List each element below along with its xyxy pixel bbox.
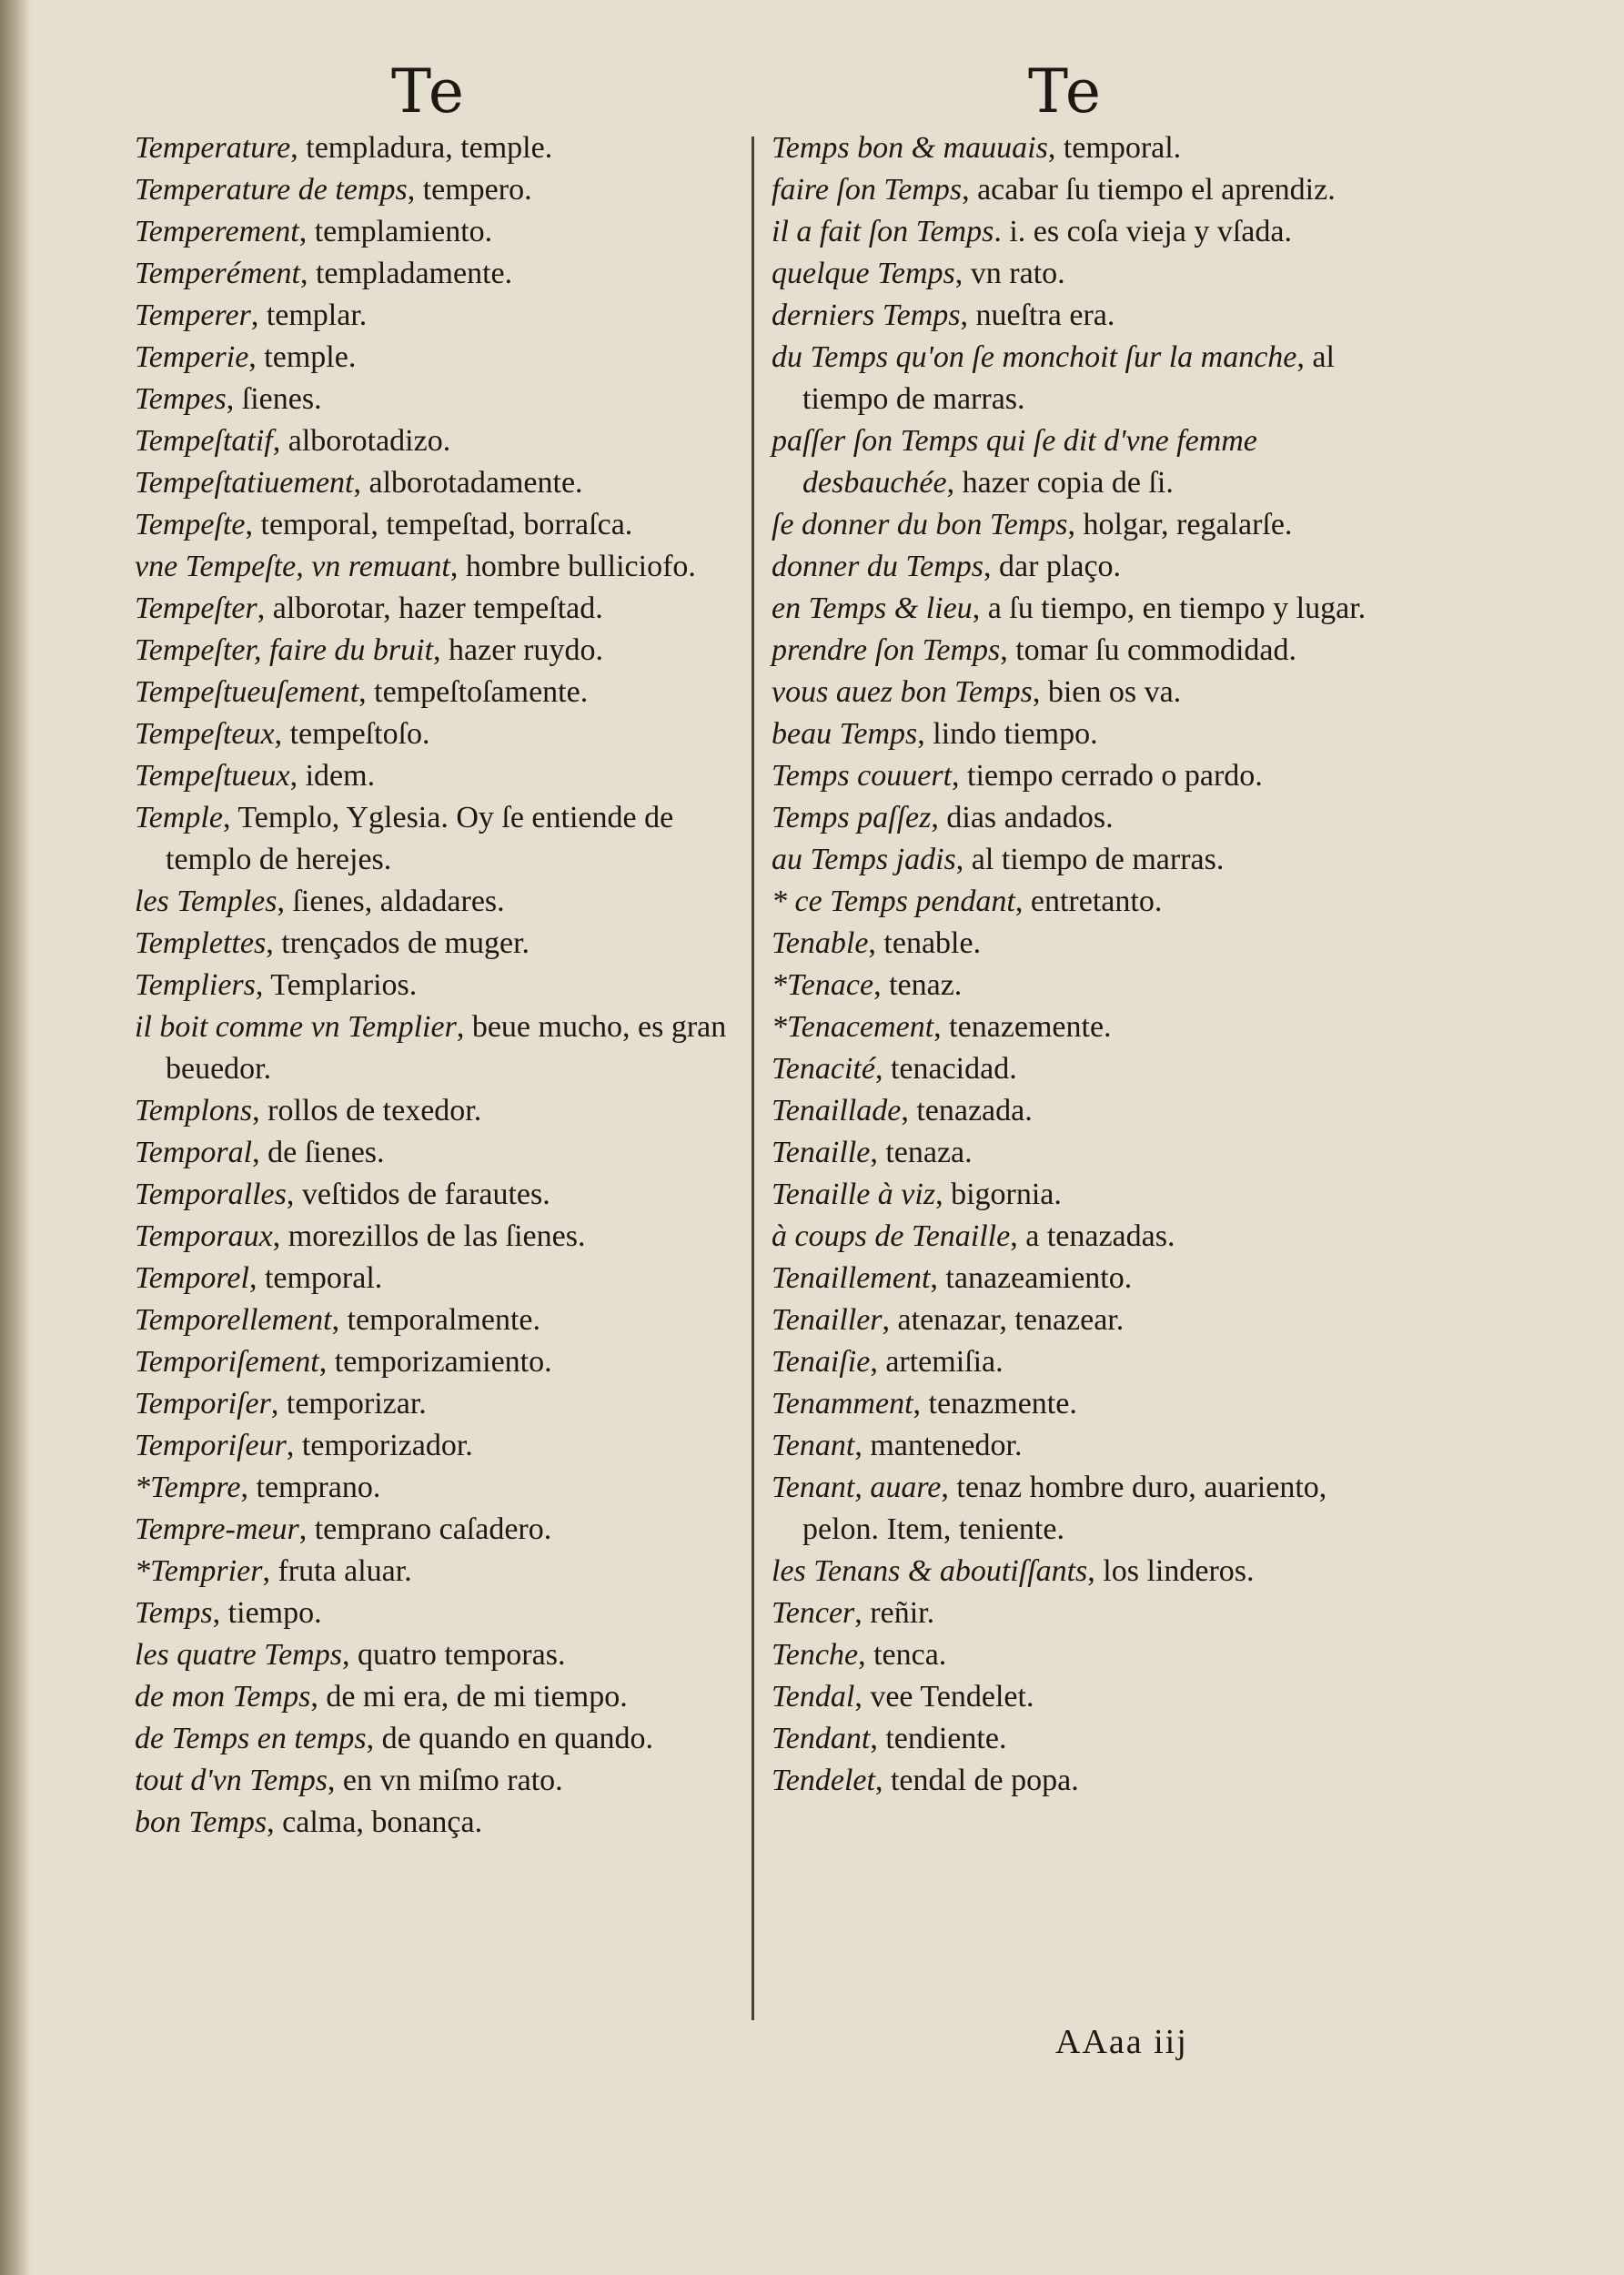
entry-definition: , tenazmente. bbox=[913, 1387, 1077, 1421]
entry-definition: , temporal. bbox=[1047, 131, 1182, 165]
entry-headword: Tenaiſie bbox=[772, 1345, 871, 1379]
entry-headword: Tempre-meur bbox=[135, 1512, 299, 1546]
entry-headword: Tenant bbox=[772, 1429, 855, 1462]
entry-headword: tout d'vn Temps bbox=[135, 1764, 328, 1797]
entry-definition: , veſtidos de farautes. bbox=[286, 1178, 550, 1211]
entry-definition: , temple. bbox=[248, 340, 357, 374]
dictionary-entry bbox=[135, 1006, 753, 1090]
entry-definition: , al tiempo de marras. bbox=[955, 843, 1225, 876]
entry-headword: au Temps jadis bbox=[772, 843, 956, 876]
entry-headword: Temps paſſez bbox=[772, 801, 932, 834]
entry-definition: , entretanto. bbox=[1014, 885, 1163, 918]
dictionary-entry bbox=[135, 504, 753, 546]
entry-definition: , Templo, Yglesia. Oy ſe entiende de templo de herejes. bbox=[166, 801, 674, 876]
entry-definition: , acabar ſu tiempo el aprendiz. bbox=[962, 173, 1336, 207]
dictionary-entry bbox=[135, 755, 753, 797]
entry-headword: Temperement bbox=[135, 215, 299, 248]
entry-headword: Tenaillement bbox=[772, 1261, 931, 1295]
dictionary-entry bbox=[135, 379, 753, 420]
entry-definition: , vee Tendelet. bbox=[854, 1680, 1034, 1714]
entry-headword: Tencer bbox=[772, 1596, 855, 1630]
entry-definition: , tenable. bbox=[868, 926, 982, 960]
entry-definition: , holgar, regalarſe. bbox=[1067, 508, 1293, 541]
entry-definition: , reñir. bbox=[854, 1596, 935, 1630]
entry-headword: les quatre Temps bbox=[135, 1638, 342, 1672]
dictionary-entry bbox=[772, 965, 1372, 1006]
dictionary-entry bbox=[772, 1258, 1372, 1299]
dictionary-entry bbox=[772, 1718, 1372, 1760]
dictionary-entry bbox=[135, 1509, 753, 1551]
dictionary-entry bbox=[772, 713, 1372, 755]
entry-definition: , vn rato. bbox=[954, 257, 1065, 290]
entry-headword: Tempeſtatiuement bbox=[135, 466, 354, 500]
entry-headword: Tempes bbox=[135, 382, 227, 416]
dictionary-entry bbox=[772, 839, 1372, 881]
entry-definition: , templadura, temple. bbox=[290, 131, 553, 165]
entry-headword: il boit comme vn Templier bbox=[135, 1010, 457, 1044]
dictionary-entry bbox=[772, 127, 1372, 169]
dictionary-entry bbox=[772, 797, 1372, 839]
entry-definition: , trençados de muger. bbox=[266, 926, 530, 960]
entry-headword: Temperer bbox=[135, 298, 251, 332]
entry-definition: , tenaza. bbox=[870, 1136, 973, 1169]
entry-headword: en Temps & lieu bbox=[772, 592, 973, 625]
entry-definition: , temprano caſadero. bbox=[298, 1512, 552, 1546]
dictionary-entry bbox=[135, 1425, 753, 1467]
entry-definition: , temporal, tempeſtad, borraſca. bbox=[245, 508, 633, 541]
entry-definition: , en vn miſmo rato. bbox=[327, 1764, 563, 1797]
entry-headword: Temps bbox=[135, 1596, 213, 1630]
entry-headword: Temperément bbox=[135, 257, 300, 290]
signature-mark: AAaa iij bbox=[1055, 2023, 1188, 2061]
dictionary-entry bbox=[772, 1467, 1372, 1551]
left-column bbox=[135, 127, 753, 1844]
entry-definition: , tiempo. bbox=[212, 1596, 322, 1630]
dictionary-entry bbox=[772, 1174, 1372, 1216]
entry-definition: , bigornia. bbox=[935, 1178, 1062, 1211]
entry-definition: , artemiſia. bbox=[870, 1345, 1004, 1379]
dictionary-entry bbox=[772, 1592, 1372, 1634]
dictionary-entry bbox=[772, 1425, 1372, 1467]
dictionary-entry bbox=[772, 504, 1372, 546]
dictionary-entry bbox=[772, 923, 1372, 965]
entry-definition: , temporizamiento. bbox=[318, 1345, 552, 1379]
entry-headword: Templons bbox=[135, 1094, 253, 1127]
dictionary-entry bbox=[135, 1676, 753, 1718]
entry-headword: Tenailler bbox=[772, 1303, 883, 1337]
entry-headword: paſſer ſon Temps qui ſe dit d'vne femme desbauchée bbox=[772, 424, 1257, 500]
entry-headword: Tendal bbox=[772, 1680, 855, 1714]
entry-headword: Tenant, auare bbox=[772, 1471, 942, 1504]
entry-definition: , hazer copia de ſi. bbox=[946, 466, 1174, 500]
entry-headword: il a fait ſon Temps bbox=[772, 215, 994, 248]
entry-definition: , dias andados. bbox=[931, 801, 1114, 834]
dictionary-entry bbox=[772, 1216, 1372, 1258]
entry-headword: *Temprier bbox=[135, 1554, 263, 1588]
entry-headword: Tendelet bbox=[772, 1764, 875, 1797]
entry-definition: , bien os va. bbox=[1032, 675, 1182, 709]
entry-headword: quelque Temps bbox=[772, 257, 955, 290]
dictionary-entry bbox=[135, 1467, 753, 1509]
entry-headword: de Temps en temps bbox=[135, 1722, 367, 1755]
entry-definition: , templadamente. bbox=[299, 257, 513, 290]
entry-headword: les Temples bbox=[135, 885, 277, 918]
entry-definition: , Templarios. bbox=[255, 968, 418, 1002]
dictionary-entry bbox=[135, 169, 753, 211]
dictionary-entry bbox=[135, 1592, 753, 1634]
dictionary-entry bbox=[772, 1090, 1372, 1132]
entry-headword: Tenamment bbox=[772, 1387, 913, 1421]
entry-definition: , nueſtra era. bbox=[960, 298, 1115, 332]
entry-definition: , tenacidad. bbox=[874, 1052, 1017, 1086]
entry-headword: Temporiſer bbox=[135, 1387, 271, 1421]
entry-definition: , temporizar. bbox=[270, 1387, 427, 1421]
entry-definition: , tempero. bbox=[407, 173, 532, 207]
entry-headword: Tenable bbox=[772, 926, 869, 960]
entry-headword: Temps couuert bbox=[772, 759, 953, 793]
entry-headword: Tempeſter, faire du bruit bbox=[135, 633, 434, 667]
dictionary-entry bbox=[772, 1551, 1372, 1592]
entry-definition: , tomar ſu commodidad. bbox=[1000, 633, 1297, 667]
entry-headword: Tempeſtatif bbox=[135, 424, 273, 458]
dictionary-entry bbox=[772, 420, 1372, 504]
dictionary-entry bbox=[135, 1760, 753, 1802]
entry-headword: prendre ſon Temps bbox=[772, 633, 1001, 667]
entry-headword: Temporalles bbox=[135, 1178, 287, 1211]
entry-definition: , lindo tiempo. bbox=[917, 717, 1098, 751]
entry-headword: Temple bbox=[135, 801, 223, 834]
entry-definition: , tempeſtoſamente. bbox=[358, 675, 589, 709]
entry-headword: Templettes bbox=[135, 926, 267, 960]
entry-definition: , tendal de popa. bbox=[874, 1764, 1079, 1797]
dictionary-entry bbox=[772, 1383, 1372, 1425]
entry-definition: , de ſienes. bbox=[252, 1136, 385, 1169]
dictionary-entry bbox=[772, 1048, 1372, 1090]
entry-definition: , alborotadizo. bbox=[272, 424, 451, 458]
dictionary-entry bbox=[772, 1006, 1372, 1048]
dictionary-entry bbox=[135, 1299, 753, 1341]
entry-definition: , alborotar, hazer tempeſtad. bbox=[257, 592, 603, 625]
running-header-left: Te bbox=[391, 56, 466, 126]
entry-definition: , al tiempo de marras. bbox=[802, 340, 1335, 416]
entry-definition: , de mi era, de mi tiempo. bbox=[310, 1680, 628, 1714]
dictionary-entry bbox=[135, 1551, 753, 1592]
dictionary-entry bbox=[135, 588, 753, 630]
entry-definition: , temporal. bbox=[248, 1261, 383, 1295]
entry-definition: , tenazada. bbox=[901, 1094, 1033, 1127]
entry-definition: , tiempo cerrado o pardo. bbox=[952, 759, 1263, 793]
dictionary-entry bbox=[772, 1760, 1372, 1802]
entry-headword: Temporaux bbox=[135, 1219, 273, 1253]
entry-headword: Tendant bbox=[772, 1722, 871, 1755]
dictionary-entry bbox=[135, 127, 753, 169]
entry-headword: Temperature bbox=[135, 131, 291, 165]
entry-headword: Tempeſteux bbox=[135, 717, 275, 751]
dictionary-entry bbox=[135, 1258, 753, 1299]
dictionary-entry bbox=[772, 1299, 1372, 1341]
entry-definition: , temporalmente. bbox=[331, 1303, 540, 1337]
entry-definition: , ſienes. bbox=[226, 382, 322, 416]
dictionary-entry bbox=[135, 1802, 753, 1844]
dictionary-entry bbox=[135, 337, 753, 379]
page-gutter-shadow bbox=[0, 0, 31, 2275]
column-divider bbox=[751, 136, 754, 2020]
dictionary-entry bbox=[135, 965, 753, 1006]
dictionary-entry bbox=[772, 546, 1372, 588]
dictionary-entry bbox=[772, 881, 1372, 923]
dictionary-entry bbox=[135, 420, 753, 462]
dictionary-entry bbox=[772, 588, 1372, 630]
dictionary-entry bbox=[135, 1132, 753, 1174]
entry-definition: , hombre bulliciofo. bbox=[449, 550, 696, 583]
dictionary-entry bbox=[772, 1341, 1372, 1383]
entry-definition: , tenca. bbox=[858, 1638, 947, 1672]
entry-definition: , tenazemente. bbox=[933, 1010, 1112, 1044]
entry-headword: à coups de Tenaille bbox=[772, 1219, 1011, 1253]
entry-definition: , alborotadamente. bbox=[353, 466, 583, 500]
dictionary-entry bbox=[135, 211, 753, 253]
entry-definition: , calma, bonança. bbox=[267, 1805, 483, 1839]
entry-headword: Temporal bbox=[135, 1136, 253, 1169]
dictionary-entry bbox=[135, 713, 753, 755]
entry-headword: de mon Temps bbox=[135, 1680, 311, 1714]
entry-headword: vous auez bon Temps bbox=[772, 675, 1033, 709]
entry-headword: *Tenacement bbox=[772, 1010, 934, 1044]
entry-headword: *Tenace bbox=[772, 968, 874, 1002]
dictionary-entry bbox=[135, 1174, 753, 1216]
entry-headword: Tenacité bbox=[772, 1052, 875, 1086]
entry-definition: , a ſu tiempo, en tiempo y lugar. bbox=[972, 592, 1367, 625]
dictionary-entry bbox=[135, 1718, 753, 1760]
dictionary-entry bbox=[135, 672, 753, 713]
entry-definition: , a tenazadas. bbox=[1010, 1219, 1175, 1253]
entry-headword: derniers Temps bbox=[772, 298, 961, 332]
entry-definition: , temprano. bbox=[240, 1471, 381, 1504]
entry-definition: , quatro temporas. bbox=[341, 1638, 566, 1672]
dictionary-entry bbox=[135, 923, 753, 965]
dictionary-entry bbox=[772, 211, 1372, 253]
entry-definition: , fruta aluar. bbox=[262, 1554, 412, 1588]
entry-headword: Tenaille à viz bbox=[772, 1178, 936, 1211]
entry-headword: Tempeſtueux bbox=[135, 759, 290, 793]
dictionary-entry bbox=[135, 1216, 753, 1258]
dictionary-entry bbox=[135, 462, 753, 504]
entry-definition: , dar plaço. bbox=[983, 550, 1122, 583]
entry-headword: ſe donner du bon Temps bbox=[772, 508, 1068, 541]
dictionary-entry bbox=[772, 337, 1372, 420]
entry-definition: , tanazeamiento. bbox=[930, 1261, 1133, 1295]
dictionary-entry bbox=[135, 253, 753, 295]
entry-definition: , tendiente. bbox=[870, 1722, 1007, 1755]
entry-headword: du Temps qu'on ſe monchoit ſur la manche bbox=[772, 340, 1297, 374]
entry-headword: *Tempre bbox=[135, 1471, 241, 1504]
entry-definition: , beue mucho, es gran beuedor. bbox=[166, 1010, 727, 1086]
entry-definition: , idem. bbox=[289, 759, 376, 793]
entry-headword: Temporiſement bbox=[135, 1345, 319, 1379]
entry-headword: Templiers bbox=[135, 968, 256, 1002]
entry-definition: , atenazar, tenazear. bbox=[882, 1303, 1125, 1337]
entry-headword: Temporel bbox=[135, 1261, 249, 1295]
dictionary-entry bbox=[135, 1341, 753, 1383]
entry-definition: , temporizador. bbox=[286, 1429, 473, 1462]
dictionary-entry bbox=[772, 169, 1372, 211]
entry-definition: , tenaz. bbox=[873, 968, 963, 1002]
entry-headword: * ce Temps pendant bbox=[772, 885, 1015, 918]
dictionary-entry bbox=[772, 253, 1372, 295]
entry-definition: , los linderos. bbox=[1087, 1554, 1255, 1588]
entry-headword: beau Temps bbox=[772, 717, 918, 751]
dictionary-entry bbox=[772, 630, 1372, 672]
entry-definition: , tenaz hombre duro, auariento, pelon. Item, teniente. bbox=[802, 1471, 1327, 1546]
entry-definition: , tempeſtoſo. bbox=[274, 717, 430, 751]
entry-headword: Tempeſtueuſement bbox=[135, 675, 359, 709]
dictionary-entry bbox=[135, 1634, 753, 1676]
entry-definition: , templar. bbox=[250, 298, 368, 332]
dictionary-entry bbox=[772, 672, 1372, 713]
entry-headword: Temperature de temps bbox=[135, 173, 408, 207]
entry-headword: Temperie bbox=[135, 340, 249, 374]
entry-headword: donner du Temps bbox=[772, 550, 983, 583]
dictionary-entry bbox=[135, 1090, 753, 1132]
dictionary-entry bbox=[135, 630, 753, 672]
entry-definition: , rollos de texedor. bbox=[252, 1094, 482, 1127]
entry-headword: Temps bon & mauuais bbox=[772, 131, 1048, 165]
entry-headword: Temporiſeur bbox=[135, 1429, 287, 1462]
entry-definition: , hazer ruydo. bbox=[433, 633, 603, 667]
dictionary-entry bbox=[772, 1132, 1372, 1174]
dictionary-entry bbox=[135, 797, 753, 881]
dictionary-entry bbox=[135, 295, 753, 337]
entry-headword: Tenaille bbox=[772, 1136, 871, 1169]
entry-definition: , ſienes, aldadares. bbox=[277, 885, 505, 918]
entry-headword: Tenche bbox=[772, 1638, 859, 1672]
dictionary-entry bbox=[772, 1676, 1372, 1718]
entry-definition: , mantenedor. bbox=[854, 1429, 1023, 1462]
entry-headword: Temporellement bbox=[135, 1303, 332, 1337]
entry-headword: vne Tempeſte, vn remuant bbox=[135, 550, 450, 583]
dictionary-entry bbox=[772, 755, 1372, 797]
entry-definition: , templamiento. bbox=[298, 215, 493, 248]
entry-headword: les Tenans & aboutiſſants bbox=[772, 1554, 1088, 1588]
dictionary-entry bbox=[772, 295, 1372, 337]
entry-definition: , de quando en quando. bbox=[366, 1722, 654, 1755]
entry-definition: . i. es coſa vieja y vſada. bbox=[994, 215, 1292, 248]
entry-headword: Tempeſter bbox=[135, 592, 257, 625]
running-header-right: Te bbox=[1028, 56, 1103, 126]
entry-headword: bon Temps bbox=[135, 1805, 267, 1839]
dictionary-entry bbox=[772, 1634, 1372, 1676]
entry-headword: Tempeſte bbox=[135, 508, 246, 541]
entry-headword: Tenaillade bbox=[772, 1094, 902, 1127]
entry-definition: , morezillos de las ſienes. bbox=[272, 1219, 586, 1253]
entry-headword: faire ſon Temps bbox=[772, 173, 963, 207]
dictionary-entry bbox=[135, 1383, 753, 1425]
dictionary-entry bbox=[135, 881, 753, 923]
dictionary-entry bbox=[135, 546, 753, 588]
right-column bbox=[772, 127, 1372, 1802]
